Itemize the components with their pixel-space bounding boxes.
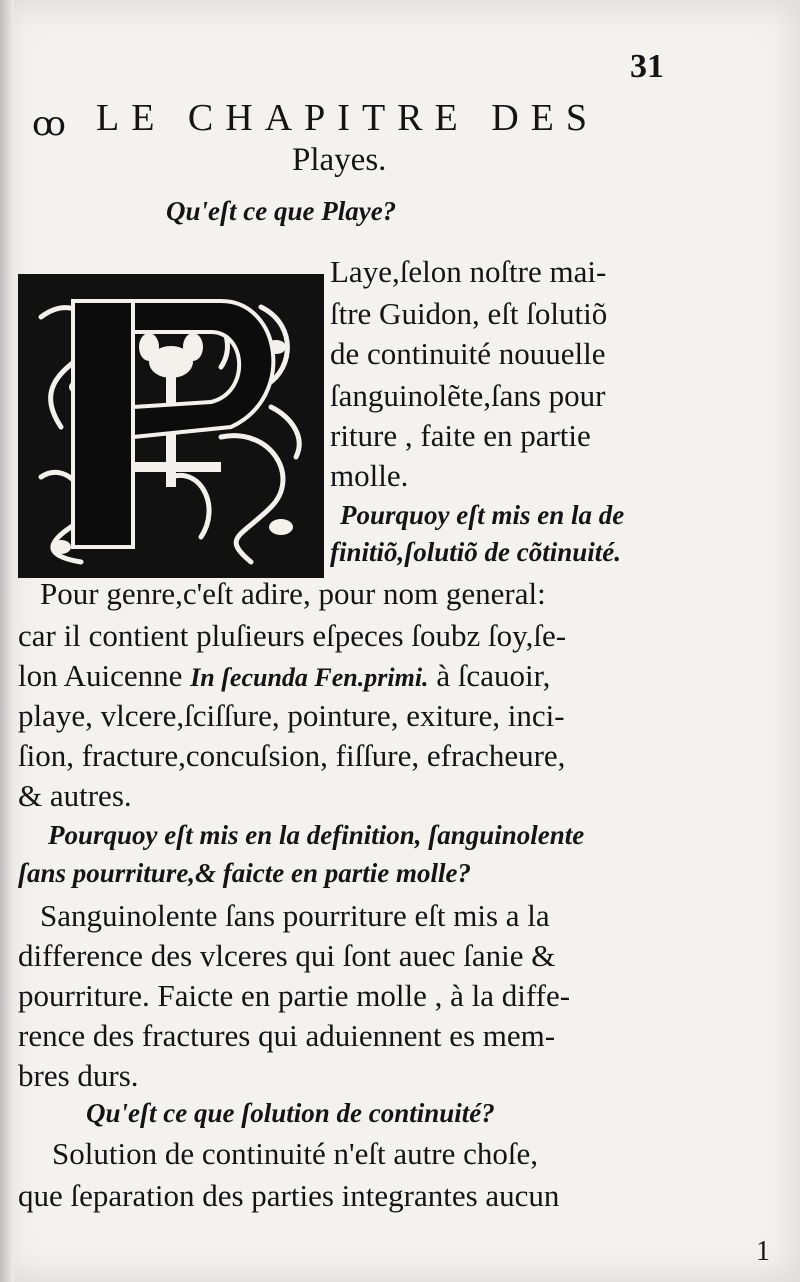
- question-definition-line: Pourquoy eſt mis en la de: [340, 500, 625, 530]
- question-definition-line: finitiõ,ſolutiõ de cõtinuité.: [330, 537, 622, 567]
- paragraph-2-line: ſion, fracture,concuſsion, fiſſure, efracheure,: [18, 738, 566, 773]
- paragraph-2-line: & autres.: [18, 778, 132, 813]
- paragraph-3-line: pourriture. Faicte en partie molle , à la diffe-: [18, 978, 571, 1013]
- paragraph-1-line: riture , faite en partie: [330, 418, 591, 453]
- paragraph-2-avicenne-line: [18, 658, 550, 694]
- paragraph-3-line: difference des vlceres qui ſont auec ſanie &: [18, 938, 556, 973]
- question-sanguinolente-line: Pourquoy eſt mis en la definition, ſanguinolente: [48, 820, 585, 850]
- question-sanguinolente-line: ſans pourriture,& faicte en partie molle?: [18, 858, 472, 888]
- decorated-initial-letter: [18, 274, 324, 578]
- paragraph-3-line: rence des fractures qui aduiennent es mem-: [18, 1018, 556, 1053]
- chapter-heading-second-line: Playes.: [292, 142, 387, 178]
- paragraph-3-line: bres durs.: [18, 1058, 139, 1093]
- floral-initial-ornament: [21, 277, 321, 575]
- paragraph-3-line: Sanguinolente ſans pourriture eſt mis a la: [40, 898, 550, 933]
- corner-mark: 1: [756, 1236, 770, 1267]
- paragraph-4-line: Solution de continuité n'eſt autre choſe,: [52, 1136, 538, 1171]
- heading-ornament: ꝏ: [32, 106, 60, 143]
- paragraph-1-line: de continuité nouuelle: [330, 336, 606, 371]
- paragraph-2-line: playe, vlcere,ſciſſure, pointure, exiture, inci-: [18, 698, 565, 733]
- page-number: 31: [630, 48, 664, 85]
- question-solution-continuity: Qu'eſt ce que ſolution de continuité?: [86, 1098, 495, 1128]
- paragraph-1-line: ſanguinolẽte,ſans pour: [330, 378, 606, 413]
- paragraph-2-line: Pour genre,c'eſt adire, pour nom general:: [40, 576, 546, 611]
- chapter-heading: LE CHAPITRE DES: [96, 97, 599, 139]
- paragraph-1-line: Laye,ſelon noſtre mai-: [330, 254, 607, 289]
- paragraph-2-line: car il contient pluſieurs eſpeces ſoubz ſoy,ſe-: [18, 618, 567, 653]
- avicenne-text-end: à ſcauoir,: [428, 658, 551, 693]
- question-what-is-wound: Qu'eſt ce que Playe?: [166, 196, 397, 226]
- paragraph-1-line: molle.: [330, 458, 409, 493]
- avicenne-text: lon Auicenne: [18, 658, 191, 693]
- paragraph-1-line: ſtre Guidon, eſt ſolutiõ: [330, 296, 608, 331]
- paragraph-4-line: que ſeparation des parties integrantes aucun: [18, 1178, 560, 1213]
- page-binding-edge: [0, 0, 14, 1282]
- latin-citation: In ſecunda Fen.primi.: [190, 663, 429, 692]
